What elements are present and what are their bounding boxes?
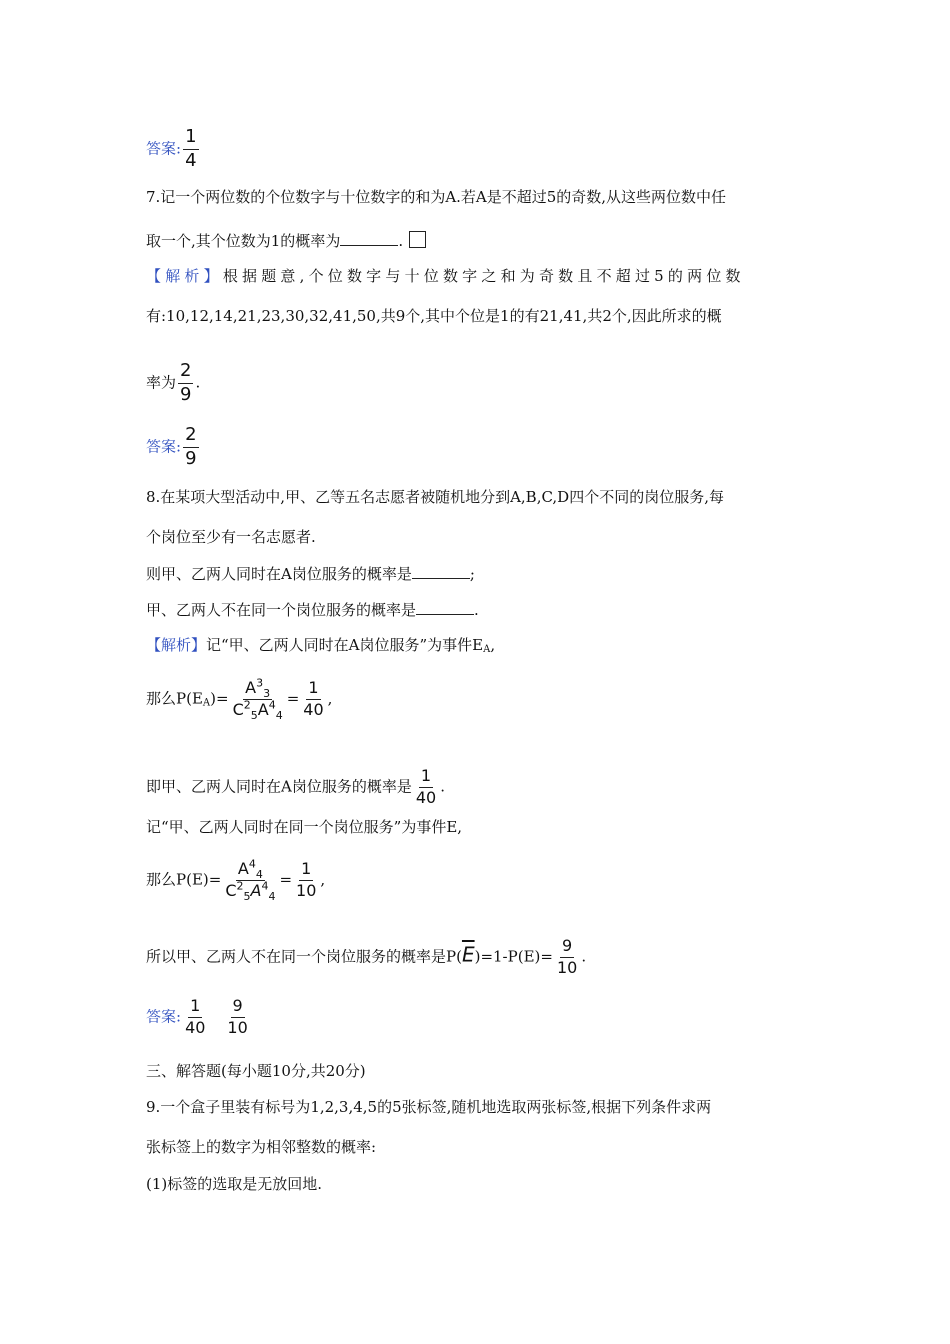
answer-label: 答案: — [146, 1007, 182, 1026]
q7-line-1: 7.记一个两位数的个位数字与十位数字的和为A.若A是不超过5的奇数,从这些两位数中任 — [146, 188, 727, 206]
fraction: $\frac{9}{10}$ — [556, 936, 578, 977]
fraction: $\frac{1}{40}$ — [415, 766, 437, 807]
fraction: $\frac{1}{4}$ — [185, 126, 197, 171]
answer-label: 答案: — [146, 139, 182, 158]
q9-line-1: 9.一个盒子里装有标号为1,2,3,4,5的5张标签,随机地选取两张标签,根据下列条件求两 — [146, 1098, 712, 1116]
a8-formula-2: 那么P(E)= $\frac{A^4_4}{C^2_5A^4_4}$ = $\frac{1}{10}$ , — [146, 857, 326, 903]
a8-formula-1: 那么$P(E_A)=$ $\frac{A^3_3}{C^2_5A^4_4}$ = $\frac{1}{40}$ , — [146, 676, 333, 722]
fraction: $\frac{2}{9}$ — [185, 424, 197, 469]
a8-line-3: 即甲、乙两人同时在A岗位服务的概率是 $\frac{1}{40}$ . — [146, 766, 445, 807]
q9-line-2: 张标签上的数字为相邻整数的概率: — [146, 1138, 377, 1156]
fraction: $\frac{1}{40}$ — [185, 996, 206, 1037]
answer-label: 答案: — [146, 437, 182, 456]
q8-line-4: 甲、乙两人不在同一个岗位服务的概率是 . — [146, 601, 479, 619]
a7-line-2: 有:10,12,14,21,23,30,32,41,50,共9个,其中个位是1的有21,41,共2个,因此所求的概 — [146, 307, 722, 325]
fraction: $\frac{A^3_3}{C^2_5A^4_4}$ — [232, 676, 283, 722]
a8-line-6: 所以甲、乙两人不在同一个岗位服务的概率是$P(\overline{E})=1-P(E)=$ $\frac{9}{10}$ . — [146, 936, 587, 977]
q8-line-2: 个岗位至少有一名志愿者. — [146, 528, 316, 546]
answer-blank — [412, 566, 470, 579]
fraction: $\frac{1}{10}$ — [296, 859, 317, 900]
answer-blank — [416, 602, 474, 615]
a7-line-1: 【解析】根据题意,个位数字与十位数字之和为奇数且不超过5的两位数 — [146, 267, 745, 285]
fraction: $\frac{2}{9}$ — [180, 360, 192, 405]
answer-7 — [146, 426, 201, 469]
analysis-tag: 【解析】 — [146, 636, 207, 654]
fraction: $\frac{9}{10}$ — [227, 996, 248, 1037]
a8-line-4: 记“甲、乙两人同时在同一个岗位服务”为事件E, — [146, 818, 463, 836]
answer-blank — [340, 233, 398, 246]
q8-line-1: 8.在某项大型活动中,甲、乙等五名志愿者被随机地分到A,B,C,D四个不同的岗位服务,每 — [146, 488, 724, 506]
q8-line-3: 则甲、乙两人同时在A岗位服务的概率是 ; — [146, 565, 475, 583]
fraction: $\frac{A^4_4}{C^2_5A^4_4}$ — [225, 857, 276, 903]
answer-6 — [146, 128, 201, 171]
a7-line-3: 率为 $\frac{2}{9}$ . — [146, 360, 201, 405]
checkbox-icon — [409, 231, 426, 248]
analysis-tag: 【解析】 — [146, 267, 223, 285]
fraction: $\frac{1}{40}$ — [303, 678, 324, 719]
q9-line-3: (1)标签的选取是无放回地. — [146, 1175, 323, 1193]
a8-line-1: 【解析】记“甲、乙两人同时在A岗位服务”为事件$E_A$, — [146, 636, 496, 655]
section-title: 三、解答题(每小题10分,共20分) — [146, 1062, 366, 1080]
q7-line-2: 取一个,其个位数为1的概率为 . — [146, 231, 426, 249]
complement-event: $\overline{E}$ — [461, 942, 475, 967]
answer-8 — [146, 998, 252, 1037]
